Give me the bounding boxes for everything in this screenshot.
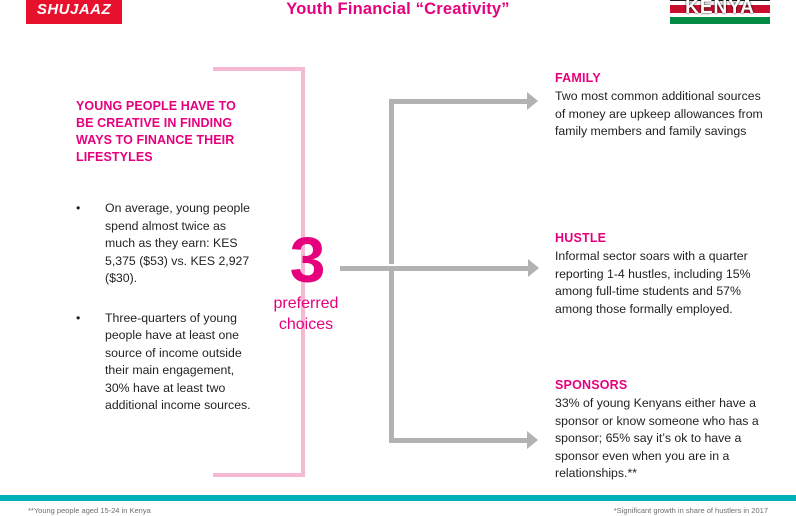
header xyxy=(0,0,796,30)
block-title: HUSTLE xyxy=(555,231,607,245)
list-item-text: On average, young people spend almost twice as much as they earn: KES 5,375 ($53) vs. KES 2,927 ($30). xyxy=(105,201,250,285)
footer-right-note: *Significant growth in share of hustlers in 2017 xyxy=(613,506,768,515)
pink-bracket-bottom xyxy=(213,473,305,477)
arrow-segment-horizontal xyxy=(389,438,529,443)
bullet-marker-icon: • xyxy=(76,310,81,325)
block-title: SPONSORS xyxy=(555,378,628,392)
block-sponsors xyxy=(555,378,770,483)
shujaaz-logo: SHUJAAZ xyxy=(26,0,122,24)
arrow-segment-horizontal xyxy=(389,99,529,104)
left-heading: YOUNG PEOPLE HAVE TO BE CREATIVE IN FINDING WAYS TO FINANCE THEIR LIFESTYLES xyxy=(76,99,236,164)
footer-divider xyxy=(0,495,796,501)
arrow-head-icon xyxy=(527,92,538,110)
footer xyxy=(28,506,768,516)
center-caption: preferred choices xyxy=(273,295,339,333)
footer-left-note: **Young people aged 15-24 in Kenya xyxy=(28,506,151,515)
arrow-head-icon xyxy=(528,259,539,277)
block-family xyxy=(555,71,770,141)
bullet-marker-icon: • xyxy=(76,201,81,215)
arrow-head-icon xyxy=(527,431,538,449)
page-title: Youth Financial “Creativity” xyxy=(286,0,510,18)
list-item xyxy=(76,310,256,415)
arrow-segment-vertical xyxy=(389,99,394,264)
kenya-logo-label: KENYA xyxy=(685,0,755,18)
list-item xyxy=(76,200,256,288)
block-hustle xyxy=(555,231,770,318)
arrow-segment-vertical xyxy=(389,266,394,443)
block-body: Two most common additional sources of money are upkeep allowances from family members and family savings xyxy=(555,89,763,138)
block-body: 33% of young Kenyans either have a sponsor or know someone who has a sponsor; 65% say it’s ok to have a sponsor even when you are in a relationships.** xyxy=(555,396,759,480)
arrow-segment-horizontal xyxy=(340,266,530,271)
kenya-logo xyxy=(670,0,770,24)
center-number: 3 xyxy=(289,224,325,296)
list-item-text: Three-quarters of young people have at least one source of income outside their main engagement, 30% have at least two additional income sources. xyxy=(105,310,251,412)
block-title: FAMILY xyxy=(555,71,601,85)
block-body: Informal sector soars with a quarter reporting 1-4 hustles, including 15% among full-time students and 57% among those formally employed. xyxy=(555,249,751,316)
pink-bracket-top xyxy=(213,67,305,71)
left-bullet-list xyxy=(76,200,256,437)
